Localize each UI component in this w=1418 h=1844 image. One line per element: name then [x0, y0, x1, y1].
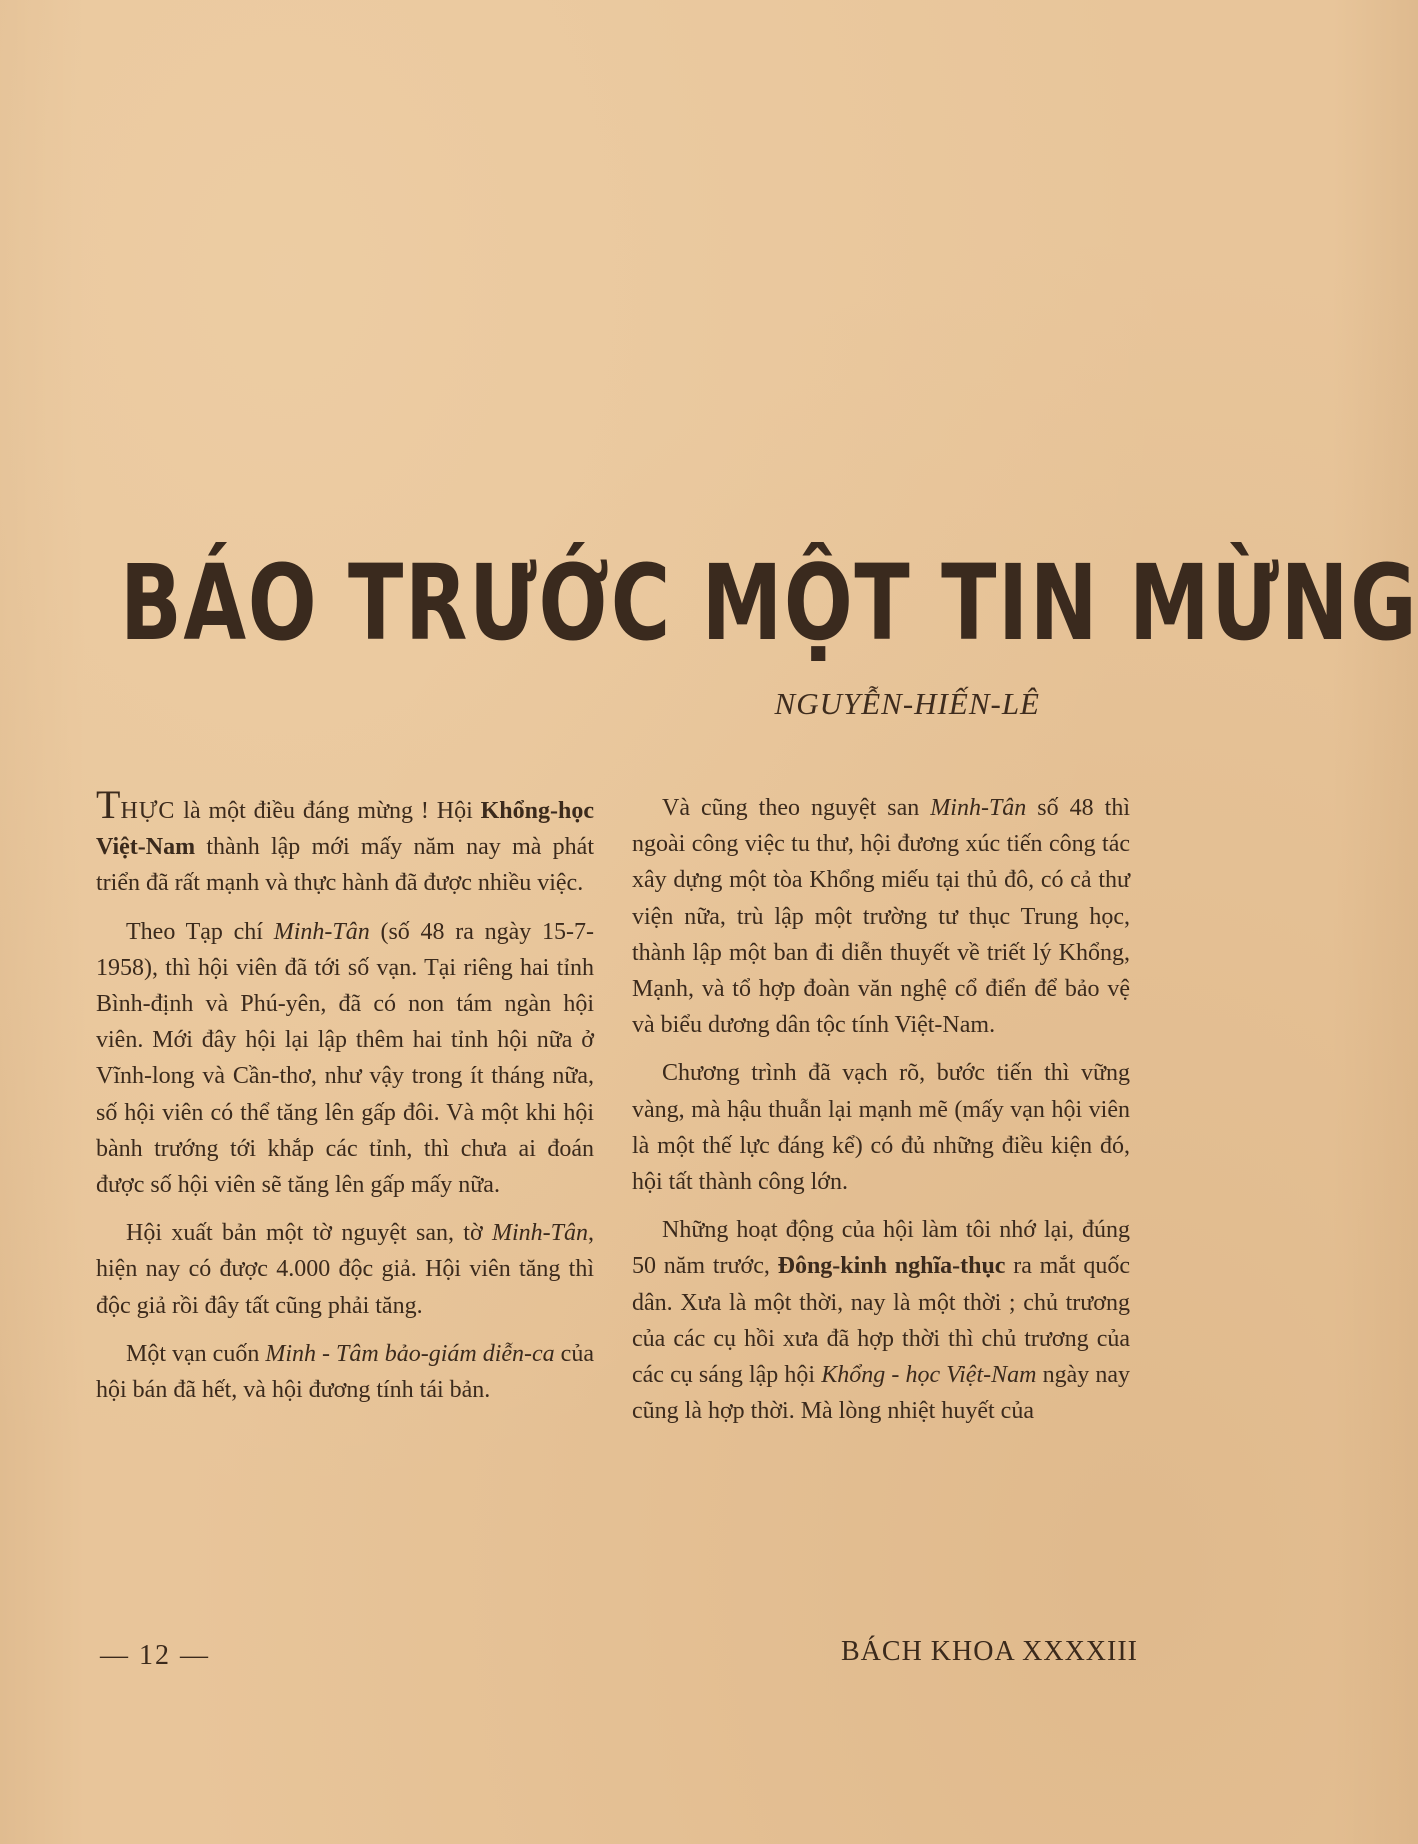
- paragraph: [96, 782, 594, 902]
- paragraph-text: Một vạn cuốn: [126, 1340, 266, 1367]
- society-name: Khổng - học Việt-Nam: [821, 1362, 1037, 1389]
- journal-name: Minh-Tân: [273, 918, 370, 945]
- paragraph: [96, 914, 594, 1204]
- paragraph-text: Chương trình đã vạch rõ, bước tiến thì vững vàng, mà hậu thuẫn lại mạnh mẽ (mấy vạn hội viên là một thế lực đáng kể) có đủ những điều kiện đó, hội tất thành công lớn.: [632, 1060, 1130, 1196]
- article-title: BÁO TRƯỚC MỘT TIN MỪNG: [120, 542, 1418, 664]
- paragraph: [96, 1336, 594, 1408]
- paragraph-text: của hội bán đã hết, và hội đương tính tái bản.: [96, 1340, 594, 1404]
- magazine-issue: BÁCH KHOA XXXXIII: [841, 1636, 1138, 1667]
- paragraph-text: (số 48 ra ngày 15-7-1958), thì hội viên đã tới số vạn. Tại riêng hai tỉnh Bình-định và Phú-yên, đã có non tám ngàn hội viên. Mới đây hội lại lập thêm hai tỉnh hội nữa ở Vĩnh-long và Cần-thơ, như vậy trong ít tháng nữa, số hội viên có thể tăng lên gấp đôi. Và một khi hội bành trướng tới khắp các tỉnh, thì chưa ai đoán được số hội viên sẽ tăng lên gấp mấy nữa.: [96, 918, 594, 1199]
- paragraph-text: ra mắt quốc dân. Xưa là một thời, nay là một thời ; chủ trương của các cụ hồi xưa đã hợp thời thì chủ trương của các cụ sáng lập hội: [632, 1253, 1131, 1389]
- book-title: Minh - Tâm bảo-giám diễn-ca: [265, 1340, 555, 1367]
- article-author: NGUYỄN-HIẾN-LÊ: [774, 686, 1040, 721]
- society-name: Khổng-học Việt-Nam: [96, 798, 594, 861]
- paragraph-text: Hội xuất bản một tờ nguyệt san, tờ: [126, 1220, 492, 1247]
- paragraph-text: Những hoạt động của hội làm tôi nhớ lại, đúng 50 năm trước,: [632, 1217, 1130, 1280]
- paragraph: [632, 790, 1130, 1043]
- right-column: [632, 790, 1130, 1441]
- paragraph-text: thành lập mới mấy năm nay mà phát triển đã rất mạnh và thực hành đã được nhiều việc.: [96, 834, 594, 897]
- paragraph: [96, 1215, 594, 1324]
- journal-name: Minh-Tân: [492, 1220, 588, 1247]
- paragraph: [632, 1055, 1130, 1200]
- small-caps-word: HỰC: [120, 798, 176, 824]
- paragraph-text: , hiện nay có được 4.000 độc giả. Hội viên tăng thì độc giả rồi đây tất cũng phải tăng.: [96, 1220, 594, 1319]
- paragraph-text: Theo Tạp chí: [126, 918, 274, 945]
- drop-cap: T: [96, 782, 121, 827]
- journal-name: Minh-Tân: [930, 795, 1027, 821]
- paragraph-text: số 48 thì ngoài công việc tu thư, hội đương xúc tiến công tác xây dựng một tòa Khổng miếu tại thủ đô, có cả thư viện nữa, trù lập một trường tư thục Trung học, thành lập một ban đi diễn thuyết về triết lý Khổng, Mạnh, và tổ hợp đoàn văn nghệ cổ điển để bảo vệ và biểu dương dân tộc tính Việt-Nam.: [632, 795, 1130, 1039]
- paragraph-text: là một điều đáng mừng ! Hội: [175, 798, 481, 824]
- page-number: — 12 —: [100, 1640, 210, 1671]
- left-column: [96, 782, 594, 1420]
- school-name: Đông-kinh nghĩa-thục: [777, 1253, 1006, 1280]
- paragraph-text: ngày nay cũng là hợp thời. Mà lòng nhiệt huyết của: [632, 1362, 1131, 1425]
- paragraph: [632, 1212, 1130, 1429]
- paragraph-text: Và cũng theo nguyệt san: [662, 795, 931, 821]
